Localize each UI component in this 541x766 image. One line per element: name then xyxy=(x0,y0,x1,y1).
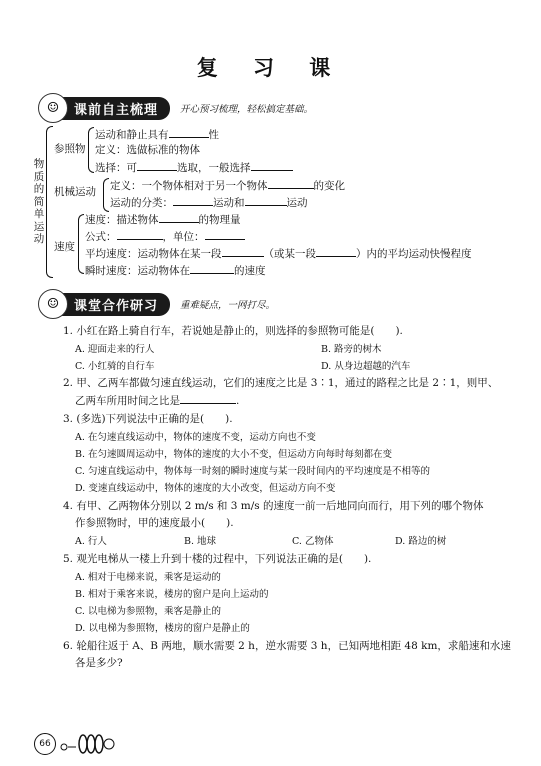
page-title: 复 习 课 xyxy=(196,55,345,80)
speed-brace xyxy=(78,214,84,274)
page-number: 66 xyxy=(34,733,56,755)
reference-line1: 运动和静止具有 性 xyxy=(95,126,219,142)
footer xyxy=(34,733,119,755)
q1-stem: 1. 小红在路上骑自行车，若说她是静止的，则选择的参照物可能是( ). xyxy=(63,325,403,337)
q3-option-a: A. 在匀速直线运动中，物体的速度不变，运动方向也不变 xyxy=(75,432,316,443)
q1-option-b: B. 路旁的树木 xyxy=(321,344,382,355)
footer-decoration-icon xyxy=(59,733,119,755)
speed-line1: 速度：描述物体 的物理量 xyxy=(85,211,241,227)
mascot-icon: ☺ xyxy=(38,93,68,123)
q1-option-c: C. 小红骑的自行车 xyxy=(75,361,155,372)
q5-stem: 5. 观光电梯从一楼上升到十楼的过程中，下列说法正确的是( ). xyxy=(63,553,372,565)
q4-option-d: D. 路边的树 xyxy=(395,536,447,547)
root-brace xyxy=(46,126,53,278)
q4-option-c: C. 乙物体 xyxy=(292,536,334,547)
q1-option-d: D. 从身边超越的汽车 xyxy=(321,361,411,372)
speed-line2: 公式： ，单位： xyxy=(85,228,245,244)
q6-line2: 各是多少? xyxy=(75,657,123,669)
section-header-preview xyxy=(38,97,313,119)
q3-option-d: D. 变速直线运动中，物体的速度的大小改变，但运动方向不变 xyxy=(75,483,336,494)
speed-label: 速度 xyxy=(54,241,75,253)
q5-option-d: D. 以电梯为参照物，楼房的窗户是静止的 xyxy=(75,623,250,634)
reference-brace xyxy=(88,127,94,173)
q2-line1: 2. 甲、乙两车都做匀速直线运动，它们的速度之比是 3∶1，通过的路程之比是 2∶1，则甲、 xyxy=(63,377,499,389)
mechanical-line2: 运动的分类： 运动和 运动 xyxy=(110,194,308,210)
outline-root-label: 物质的简单运动 xyxy=(33,158,45,245)
mascot-icon: ☺ xyxy=(38,289,68,319)
reference-label: 参照物 xyxy=(54,143,86,155)
section-banner: 课前自主梳理 xyxy=(60,97,170,120)
q3-stem: 3. (多选)下列说法中正确的是( ). xyxy=(63,413,233,425)
q3-option-b: B. 在匀速圆周运动中，物体的速度的大小不变，但运动方向每时每刻都在变 xyxy=(75,449,393,460)
q6-line1: 6. 轮船往返于 A、B 两地，顺水需要 2 h，逆水需要 3 h，已知两地相距 48 km，求船速和水速 xyxy=(63,640,511,652)
speed-line3: 平均速度：运动物体在某一段 （或某一段 ）内的平均运动快慢程度 xyxy=(85,245,472,261)
q1-option-a: A. 迎面走来的行人 xyxy=(75,344,155,355)
q5-option-b: B. 相对于乘客来说，楼房的窗户是向上运动的 xyxy=(75,589,269,600)
section-banner: 课堂合作研习 xyxy=(60,293,170,316)
reference-line3: 选择：可 选取，一般选择 xyxy=(95,159,293,175)
q3-option-c: C. 匀速直线运动中，物体每一时刻的瞬时速度与某一段时间内的平均速度是不相等的 xyxy=(75,466,430,477)
section-slogan: 重难疑点，一网打尽。 xyxy=(180,300,276,311)
mechanical-brace xyxy=(103,178,109,212)
speed-line4: 瞬时速度：运动物体在 的速度 xyxy=(85,262,266,278)
mechanical-label: 机械运动 xyxy=(54,186,96,198)
q4-line2: 作参照物时，甲的速度最小( ). xyxy=(75,517,234,529)
q4-line1: 4. 有甲、乙两物体分别以 2 m/s 和 3 m/s 的速度一前一后地同向而行，用下列的哪个物体 xyxy=(63,500,484,512)
q5-option-a: A. 相对于电梯来说，乘客是运动的 xyxy=(75,572,221,583)
section-header-classroom xyxy=(38,293,275,315)
q2-line2: 乙两车所用时间之比是 . xyxy=(75,392,239,408)
mechanical-line1: 定义：一个物体相对于另一个物体 的变化 xyxy=(110,177,345,193)
q5-option-c: C. 以电梯为参照物，乘客是静止的 xyxy=(75,606,221,617)
q4-option-a: A. 行人 xyxy=(75,536,107,547)
q4-option-b: B. 地球 xyxy=(184,536,217,547)
reference-line2: 定义：选做标准的物体 xyxy=(95,144,200,156)
section-slogan: 开心预习梳理，轻松搞定基础。 xyxy=(180,104,314,115)
